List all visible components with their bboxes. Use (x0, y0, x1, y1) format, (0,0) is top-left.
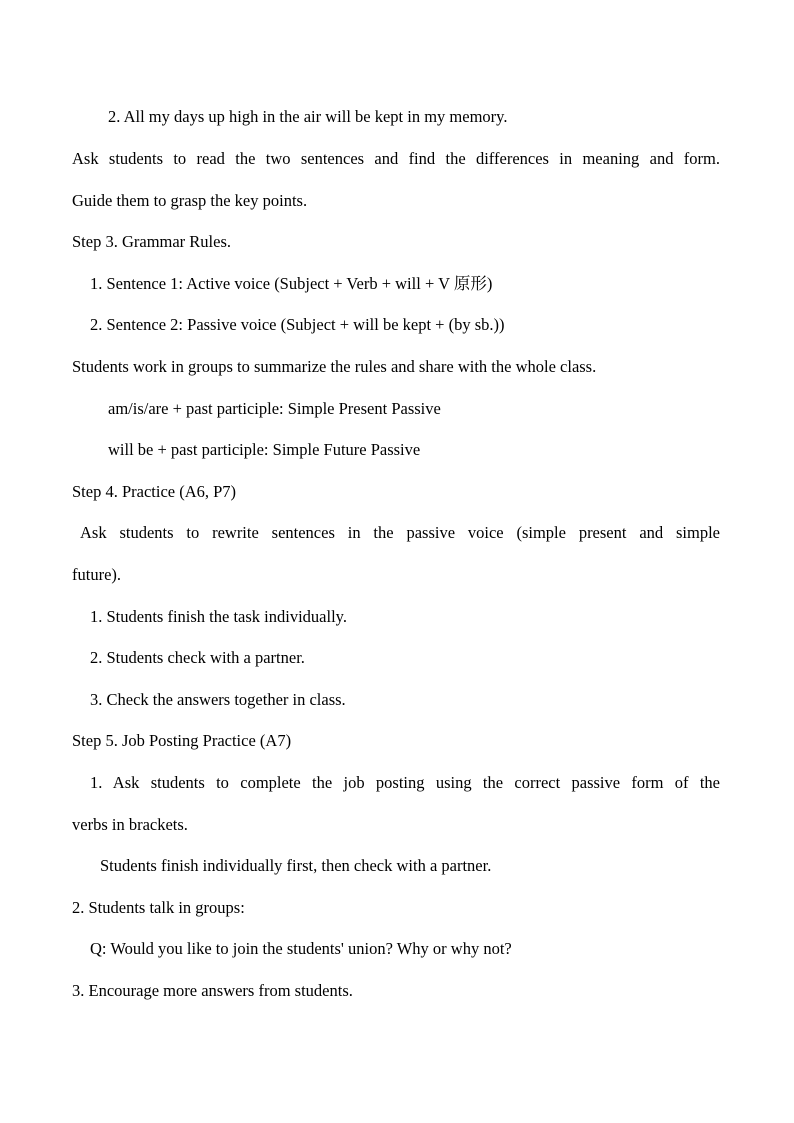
job-posting-item-3: 3. Encourage more answers from students. (72, 981, 353, 1000)
instruction-group-summary: Students work in groups to summarize the rules and share with the whole class. (72, 357, 597, 376)
step-3-heading: Step 3. Grammar Rules. (72, 232, 232, 251)
instruction-read-sentences: Ask students to read the two sentences and find the differences in meaning and form. (72, 149, 720, 168)
instruction-individual-then-partner: Students finish individually first, then check with a partner. (100, 856, 492, 875)
step-4-heading: Step 4. Practice (A6, P7) (72, 482, 237, 501)
rule-simple-future-passive: will be + past participle: Simple Future Passive (108, 440, 421, 459)
discussion-question: Q: Would you like to join the students' union? Why or why not? (90, 939, 512, 958)
instruction-guide-key-points: Guide them to grasp the key points. (72, 191, 308, 210)
job-posting-item-1-continued: verbs in brackets. (72, 815, 188, 834)
job-posting-item-2: 2. Students talk in groups: (72, 898, 245, 917)
step-5-heading: Step 5. Job Posting Practice (A7) (72, 731, 292, 750)
job-posting-item-1: 1. Ask students to complete the job posting using the correct passive form of the (90, 773, 720, 792)
rule-sentence-2: 2. Sentence 2: Passive voice (Subject + will be kept + (by sb.)) (90, 315, 505, 334)
practice-item-1: 1. Students finish the task individually. (90, 607, 347, 626)
practice-item-3: 3. Check the answers together in class. (90, 690, 346, 709)
example-sentence-2: 2. All my days up high in the air will be kept in my memory. (108, 107, 508, 126)
instruction-rewrite-sentences: Ask students to rewrite sentences in the passive voice (simple present and simple (80, 523, 720, 542)
instruction-rewrite-continued: future). (72, 565, 122, 584)
practice-item-2: 2. Students check with a partner. (90, 648, 305, 667)
rule-sentence-1: 1. Sentence 1: Active voice (Subject + Verb + will + V 原形) (90, 274, 493, 293)
rule-simple-present-passive: am/is/are + past participle: Simple Present Passive (108, 399, 441, 418)
